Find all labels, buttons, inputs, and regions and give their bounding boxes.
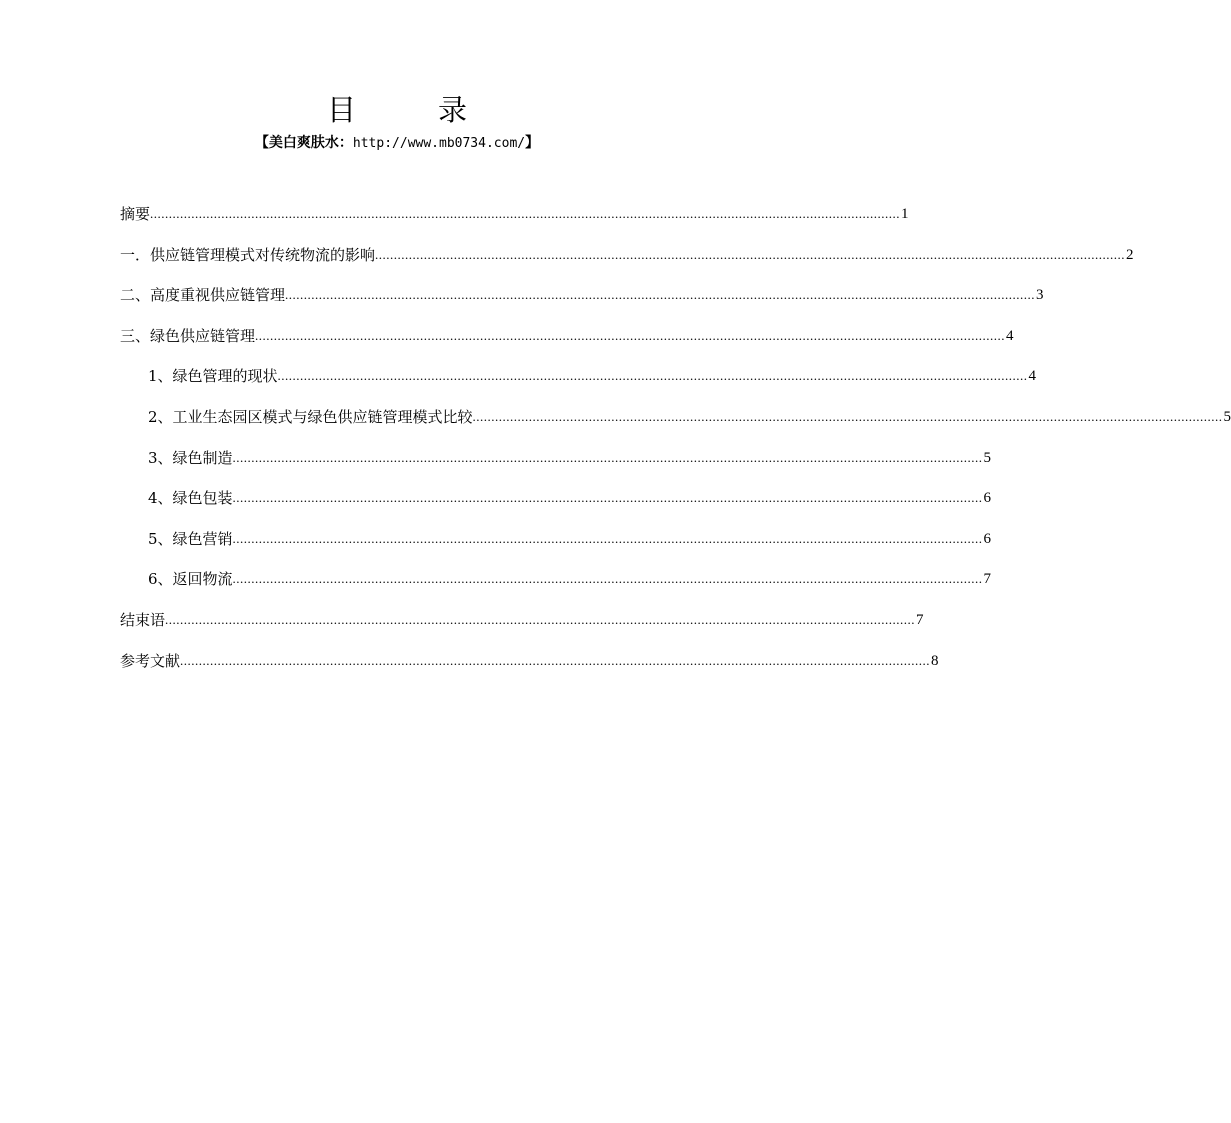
- toc-subentry[interactable]: [120, 527, 992, 568]
- title-char-left: 目: [326, 93, 356, 127]
- toc-entry-page: 6: [983, 530, 992, 547]
- toc-entry-label: 结束语: [120, 610, 166, 629]
- toc-dot-leader: ........................................................................................................................................................................................................: [232, 571, 983, 587]
- toc-entry-page: 7: [916, 611, 924, 628]
- toc-entry-page: 4: [1006, 327, 1014, 344]
- toc-entry-label: 6、返回物流: [148, 570, 233, 589]
- source-suffix: 】: [525, 135, 540, 151]
- toc-entry[interactable]: [120, 649, 939, 690]
- toc-entry-label: 4、绿色包装: [148, 489, 233, 508]
- toc-entry-page: 5: [1223, 408, 1231, 425]
- toc-entry[interactable]: [120, 608, 924, 649]
- toc-dot-leader: ........................................................................................................................................................................................................: [255, 327, 1006, 343]
- toc-dot-leader: ........................................................................................................................................................................................................: [180, 652, 931, 668]
- source-line: [0, 133, 794, 154]
- toc-entry-page: 6: [983, 490, 992, 507]
- toc-subentry[interactable]: [120, 486, 992, 527]
- page-title: [0, 92, 794, 128]
- toc-entry-label: 摘要: [120, 205, 151, 223]
- toc-entry-label: 5、绿色营销: [148, 529, 233, 548]
- toc-subentry[interactable]: [120, 567, 992, 608]
- toc-entry-page: 1: [901, 206, 909, 222]
- toc-entry-label: 二、高度重视供应链管理: [120, 286, 286, 305]
- toc-subentry[interactable]: [120, 405, 1231, 446]
- toc-entry[interactable]: [120, 202, 909, 243]
- title-char-right: 录: [438, 93, 468, 127]
- toc-subentry[interactable]: [120, 364, 1037, 405]
- toc-entry-label: 2、工业生态园区模式与绿色供应链管理模式比较: [148, 407, 473, 426]
- toc-dot-leader: ........................................................................................................................................................................................................: [285, 287, 1036, 303]
- table-of-contents: [120, 202, 1231, 689]
- toc-entry-page: 7: [983, 571, 992, 588]
- source-url[interactable]: http://www.mb0734.com/: [352, 136, 526, 151]
- source-prefix: 【美白爽肤水：: [254, 135, 353, 151]
- toc-entry-page: 4: [1028, 368, 1037, 385]
- toc-dot-leader: ........................................................................................................................................................................................................: [150, 206, 901, 221]
- toc-entry[interactable]: [120, 243, 1134, 284]
- toc-entry-page: 5: [983, 449, 992, 466]
- toc-entry-label: 1、绿色管理的现状: [148, 367, 278, 386]
- toc-subentry[interactable]: [120, 446, 992, 487]
- toc-entry-label: 一．供应链管理模式对传统物流的影响: [120, 245, 376, 264]
- toc-dot-leader: ........................................................................................................................................................................................................: [165, 611, 916, 627]
- toc-entry-page: 2: [1126, 246, 1134, 263]
- toc-dot-leader: ........................................................................................................................................................................................................: [232, 490, 983, 506]
- toc-entry-label: 3、绿色制造: [148, 448, 233, 467]
- toc-entry[interactable]: [120, 324, 1014, 365]
- toc-entry[interactable]: [120, 283, 1044, 324]
- toc-dot-leader: ........................................................................................................................................................................................................: [232, 449, 983, 465]
- toc-dot-leader: ........................................................................................................................................................................................................: [277, 368, 1028, 384]
- toc-entry-label: 三、绿色供应链管理: [120, 326, 256, 345]
- toc-entry-page: 8: [931, 652, 939, 669]
- toc-dot-leader: ........................................................................................................................................................................................................: [232, 530, 983, 546]
- toc-dot-leader: ........................................................................................................................................................................................................: [375, 246, 1126, 262]
- toc-entry-page: 3: [1036, 287, 1044, 304]
- toc-entry-label: 参考文献: [120, 651, 181, 670]
- toc-dot-leader: ........................................................................................................................................................................................................: [472, 408, 1223, 424]
